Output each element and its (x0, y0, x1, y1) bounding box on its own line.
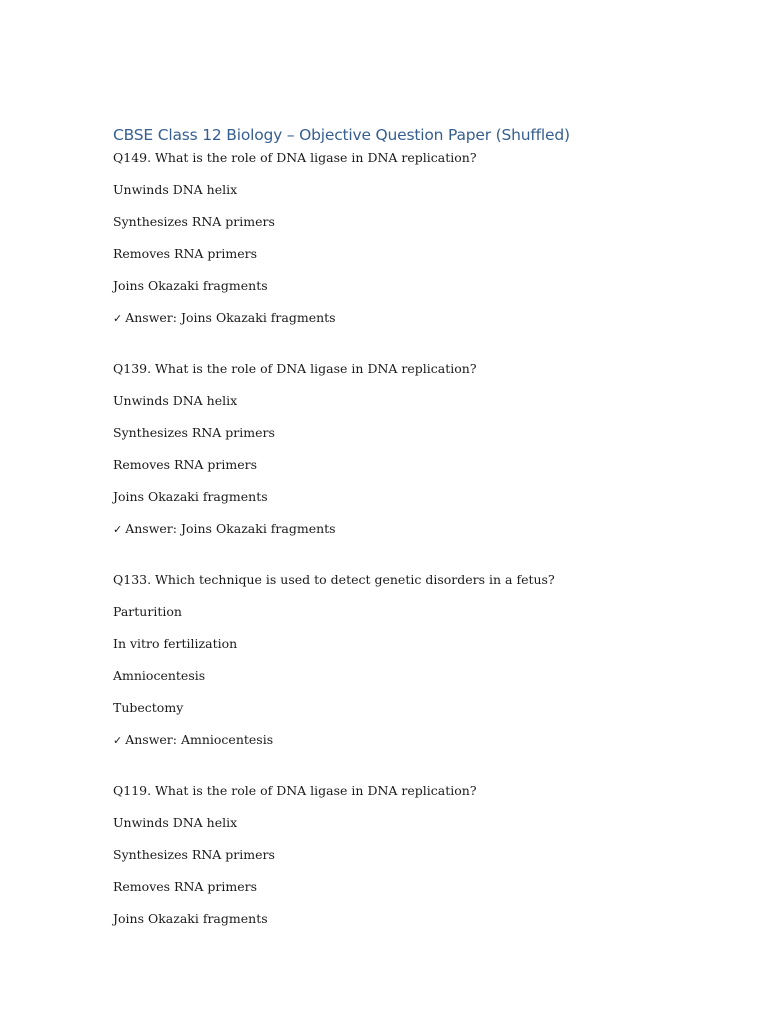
answer-line (113, 519, 713, 551)
answer-text: Answer: Joins Okazaki fragments (125, 521, 336, 536)
question-text: Q133. Which technique is used to detect genetic disorders in a fetus? (113, 572, 555, 587)
answer-text: Answer: Amniocentesis (125, 732, 274, 747)
checkmark-icon: ✓ (113, 312, 123, 325)
option-text: Tubectomy (113, 700, 184, 715)
option-text: Unwinds DNA helix (113, 393, 238, 408)
checkmark-icon: ✓ (113, 523, 123, 536)
question-text: Q139. What is the role of DNA ligase in DNA replication? (113, 361, 477, 376)
option-text: Joins Okazaki fragments (113, 911, 268, 926)
option-text: Joins Okazaki fragments (113, 278, 268, 293)
question-text: Q119. What is the role of DNA ligase in DNA replication? (113, 783, 477, 798)
question-text: Q149. What is the role of DNA ligase in DNA replication? (113, 150, 477, 165)
option-text: Joins Okazaki fragments (113, 489, 268, 504)
option-text: Removes RNA primers (113, 879, 258, 894)
option-text: Amniocentesis (113, 668, 206, 683)
answer-line (113, 730, 713, 762)
question-block (113, 359, 713, 551)
option-text: Removes RNA primers (113, 246, 258, 261)
option-text: Synthesizes RNA primers (113, 847, 275, 862)
answer-text: Answer: Joins Okazaki fragments (125, 310, 336, 325)
option-text: Synthesizes RNA primers (113, 425, 275, 440)
page-title: CBSE Class 12 Biology – Objective Question Paper (Shuffled) (113, 126, 570, 144)
option-text: Unwinds DNA helix (113, 182, 238, 197)
option-text: Unwinds DNA helix (113, 815, 238, 830)
question-block (113, 781, 713, 941)
checkmark-icon: ✓ (113, 734, 123, 747)
option-text: Synthesizes RNA primers (113, 214, 275, 229)
option-text: Parturition (113, 604, 182, 619)
option-text: In vitro fertilization (113, 636, 238, 651)
option-text: Removes RNA primers (113, 457, 258, 472)
answer-line (113, 308, 713, 340)
question-block (113, 148, 713, 340)
question-list (113, 148, 713, 960)
question-block (113, 570, 713, 762)
